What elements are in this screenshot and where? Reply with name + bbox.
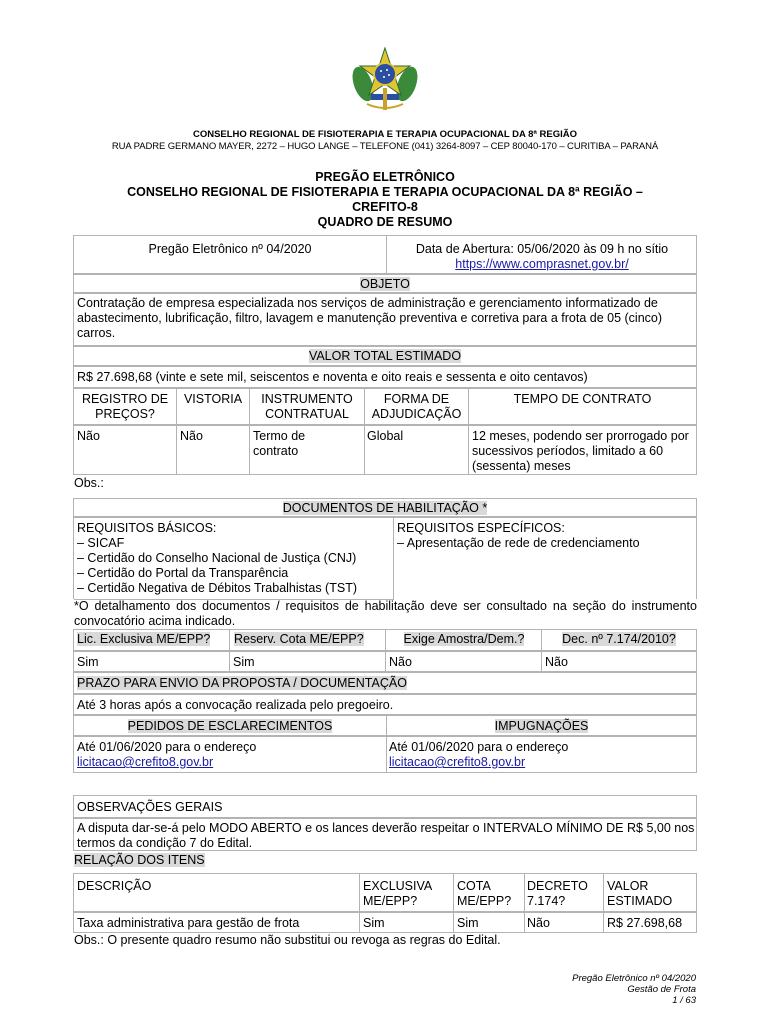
valor-header-row — [73, 346, 697, 366]
footer-pregao: Pregão Eletrônico nº 04/2020 — [572, 973, 696, 984]
value-registro: Não — [77, 429, 100, 443]
valor-text: R$ 27.698,68 (vinte e sete mil, seiscentos e noventa e oito reais e sessenta e oito centavos) — [77, 370, 588, 384]
pedidos-row — [73, 736, 697, 773]
impugnacoes-label: IMPUGNAÇÕES — [494, 719, 589, 733]
observacoes-header-row — [73, 795, 697, 818]
footer-gestao: Gestão de Frota — [627, 984, 696, 995]
objeto-text: Contratação de empresa especializada nos serviços de administração e gerenciamento informatizado de abastecimento, lubrificação, filtro, lavagem e manutenção preventiva e corretiva para a frota de 05 (cinco) carros. — [77, 296, 663, 340]
value-decreto: Não — [545, 655, 568, 669]
prazo-row — [73, 694, 697, 715]
organization-address: RUA PADRE GERMANO MAYER, 2272 – HUGO LANGE – TELEFONE (041) 3264-8097 – CEP 80040-170 – CURITIBA – PARANÁ — [111, 141, 659, 152]
requisitos-especificos — [397, 521, 695, 551]
requisitos-basicos — [77, 521, 389, 596]
item-exclusiva: Sim — [363, 916, 385, 930]
observacoes-row — [73, 818, 697, 851]
itens-header-cota: COTA ME/EPP? — [457, 879, 512, 908]
valor-row — [73, 366, 697, 388]
title-line-4: QUADRO DE RESUMO — [317, 215, 453, 229]
objeto-row — [73, 293, 697, 346]
contract-value-row — [73, 425, 697, 475]
basicos-item: – Certidão do Conselho Nacional de Justiça (CNJ) — [77, 551, 357, 565]
especificos-title: REQUISITOS ESPECÍFICOS: — [397, 521, 565, 535]
document-title — [0, 170, 770, 230]
objeto-header-row — [73, 274, 697, 293]
comprasnet-link[interactable]: https://www.comprasnet.gov.br/ — [455, 257, 629, 271]
basicos-item: – Certidão Negativa de Débitos Trabalhistas (TST) — [77, 581, 357, 595]
contract-obs: Obs.: — [74, 476, 104, 490]
title-line-3: CREFITO-8 — [352, 200, 418, 214]
itens-header-decreto: DECRETO 7.174? — [527, 879, 588, 908]
header-registro: REGISTRO DE PREÇOS? — [81, 392, 169, 421]
observacoes-text: A disputa dar-se-á pelo MODO ABERTO e os lances deverão respeitar o INTERVALO MÍNIMO DE R$ 5,00 nos termos da condição 7 do Edital. — [77, 821, 695, 850]
header-vistoria: VISTORIA — [183, 392, 243, 406]
itens-header-row — [73, 873, 697, 912]
contract-header-row — [73, 388, 697, 425]
opening-date-text: Data de Abertura: 05/06/2020 às 09 h no sítio — [415, 242, 669, 256]
esclarecimentos-text: Até 01/06/2020 para o endereço — [77, 740, 257, 754]
itens-header-valor: VALOR ESTIMADO — [607, 879, 673, 908]
value-reserv-cota: Sim — [233, 655, 255, 669]
objeto-label: OBJETO — [360, 277, 410, 291]
especificos-item: – Apresentação de rede de credenciamento — [397, 536, 640, 550]
pregao-number: Pregão Eletrônico nº 04/2020 — [148, 242, 312, 256]
impugnacoes-text: Até 01/06/2020 para o endereço — [389, 740, 569, 754]
coat-of-arms-emblem — [349, 44, 421, 116]
prazo-text: Até 3 horas após a convocação realizada pelo pregoeiro. — [77, 698, 394, 712]
habilitacao-label: DOCUMENTOS DE HABILITAÇÃO * — [282, 501, 488, 515]
basicos-title: REQUISITOS BÁSICOS: — [77, 521, 217, 535]
value-lic-exclusiva: Sim — [77, 655, 99, 669]
pedidos-header-row — [73, 715, 697, 736]
opening-date — [387, 242, 697, 272]
value-instrumento: Termo de contrato — [253, 429, 306, 458]
header-instrumento: INSTRUMENTO CONTRATUAL — [261, 392, 353, 421]
prazo-label: PRAZO PARA ENVIO DA PROPOSTA / DOCUMENTAÇÃO — [77, 676, 407, 690]
itens-label: RELAÇÃO DOS ITENS — [74, 853, 205, 867]
header-forma: FORMA DE ADJUDICAÇÃO — [371, 392, 462, 421]
observacoes-label: OBSERVAÇÕES GERAIS — [77, 800, 223, 814]
item-valor: R$ 27.698,68 — [607, 916, 683, 930]
header-reserv-cota: Reserv. Cota ME/EPP? — [234, 632, 364, 646]
valor-label: VALOR TOTAL ESTIMADO — [308, 349, 462, 363]
value-vistoria: Não — [180, 429, 203, 443]
item-cota: Sim — [457, 916, 479, 930]
title-line-2: CONSELHO REGIONAL DE FISIOTERAPIA E TERAPIA OCUPACIONAL DA 8ª REGIÃO – — [127, 185, 643, 199]
itens-header-descricao: DESCRIÇÃO — [77, 879, 152, 893]
header-lic-exclusiva: Lic. Exclusiva ME/EPP? — [77, 632, 211, 646]
basicos-item: – SICAF — [77, 536, 125, 550]
value-tempo: 12 meses, podendo ser prorrogado por sucessivos períodos, limitado a 60 (sessenta) meses — [472, 429, 689, 473]
exclusividade-value-row — [73, 651, 697, 672]
exclusividade-header-row — [73, 629, 697, 651]
page-footer — [572, 973, 696, 1006]
basicos-item: – Certidão do Portal da Transparência — [77, 566, 289, 580]
itens-row — [73, 912, 697, 933]
habilitacao-header-row — [73, 498, 697, 517]
itens-obs: Obs.: O presente quadro resumo não substitui ou revoga as regras do Edital. — [74, 933, 501, 947]
item-decreto: Não — [527, 916, 550, 930]
title-line-1: PREGÃO ELETRÔNICO — [315, 170, 455, 184]
header-decreto: Dec. nº 7.174/2010? — [562, 632, 676, 646]
header-exige-amostra: Exige Amostra/Dem.? — [403, 632, 525, 646]
item-descricao: Taxa administrativa para gestão de frota — [77, 916, 300, 930]
esclarecimentos-label: PEDIDOS DE ESCLARECIMENTOS — [127, 719, 333, 733]
organization-header: CONSELHO REGIONAL DE FISIOTERAPIA E TERAPIA OCUPACIONAL DA 8ª REGIÃO — [192, 129, 578, 140]
value-exige-amostra: Não — [389, 655, 412, 669]
habilitacao-note: *O detalhamento dos documentos / requisitos de habilitação deve ser consultado na seção do instrumento convocatório acima indicado. — [74, 599, 697, 628]
value-forma: Global — [367, 429, 404, 443]
esclarecimentos-email-link[interactable]: licitacao@crefito8.gov.br — [77, 755, 214, 769]
impugnacoes-cell — [389, 740, 694, 770]
itens-header-exclusiva: EXCLUSIVA ME/EPP? — [363, 879, 432, 908]
impugnacoes-email-link[interactable]: licitacao@crefito8.gov.br — [389, 755, 526, 769]
page-number: 1 / 63 — [672, 995, 696, 1006]
habilitacao-requirements — [73, 517, 697, 599]
header-tempo: TEMPO DE CONTRATO — [513, 392, 652, 406]
pregao-row — [73, 235, 697, 274]
prazo-header-row — [73, 672, 697, 694]
esclarecimentos-cell — [77, 740, 382, 770]
